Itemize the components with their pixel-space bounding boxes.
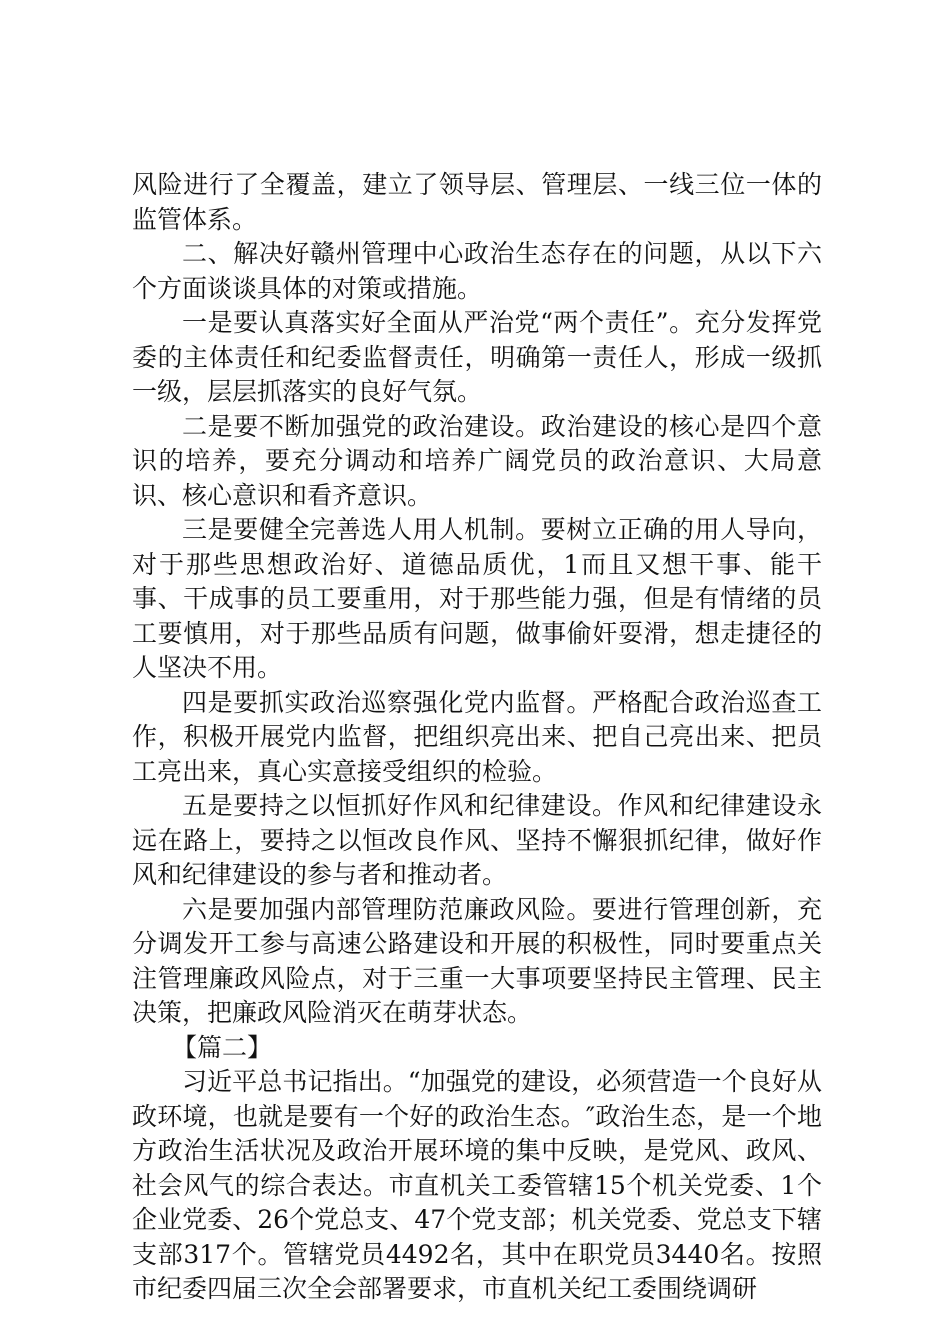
paragraph-measure-four: 四是要抓实政治巡察强化党内监督。严格配合政治巡查工作，积极开展党内监督，把组织亮出来、把自己亮出来、把员工亮出来，真心实意接受组织的检验。 [132, 687, 822, 786]
paragraph-section-two-heading: 二、解决好赣州管理中心政治生态存在的问题，从以下六个方面谈谈具体的对策或措施。 [132, 239, 822, 303]
paragraph-measure-six: 六是要加强内部管理防范廉政风险。要进行管理创新，充分调发开工参与高速公路建设和开展的积极性，同时要重点关注管理廉政风险点，对于三重一大事项要坚持民主管理、民主决策，把廉政风险消灭在萌芽状态。 [132, 894, 822, 1027]
paragraph-part-two-intro: 习近平总书记指出。“加强党的建设，必须营造一个良好从政环境，也就是要有一个好的政治生态。″政治生态，是一个地方政治生活状况及政治开展环境的集中反映，是党风、政风、社会风气的综合表达。市直机关工委管辖15个机关党委、1个企业党委、26个党总支、47个党支部；机关党委、党总支下辖支部317个。管辖党员4492名，其中在职党员3440名。按照市纪委四届三次全会部署要求，市直机关纪工委围绕调研 [132, 1067, 822, 1303]
document-page [132, 168, 822, 1307]
paragraph-measure-one: 一是要认真落实好全面从严治党“两个责任”。充分发挥党委的主体责任和纪委监督责任，明确第一责任人，形成一级抓一级，层层抓落实的良好气氛。 [132, 308, 822, 406]
paragraph-continuation: 风险进行了全覆盖，建立了领导层、管理层、一线三位一体的监管体系。 [132, 170, 822, 234]
paragraph-measure-five: 五是要持之以恒抓好作风和纪律建设。作风和纪律建设永远在路上，要持之以恒改良作风、坚持不懈狠抓纪律，做好作风和纪律建设的参与者和推动者。 [132, 791, 822, 889]
section-heading-part-two: 【篇二】 [172, 1032, 273, 1062]
paragraph-measure-two: 二是要不断加强党的政治建设。政治建设的核心是四个意识的培养，要充分调动和培养广阔党员的政治意识、大局意识、核心意识和看齐意识。 [132, 411, 822, 510]
paragraph-measure-three: 三是要健全完善选人用人机制。要树立正确的用人导向，对于那些思想政治好、道德品质优，1而且又想干事、能干事、干成事的员工要重用，对于那些能力强，但是有情绪的员工要慎用，对于那些品质有问题，做事偷奸耍滑，想走捷径的人坚决不用。 [132, 515, 822, 682]
